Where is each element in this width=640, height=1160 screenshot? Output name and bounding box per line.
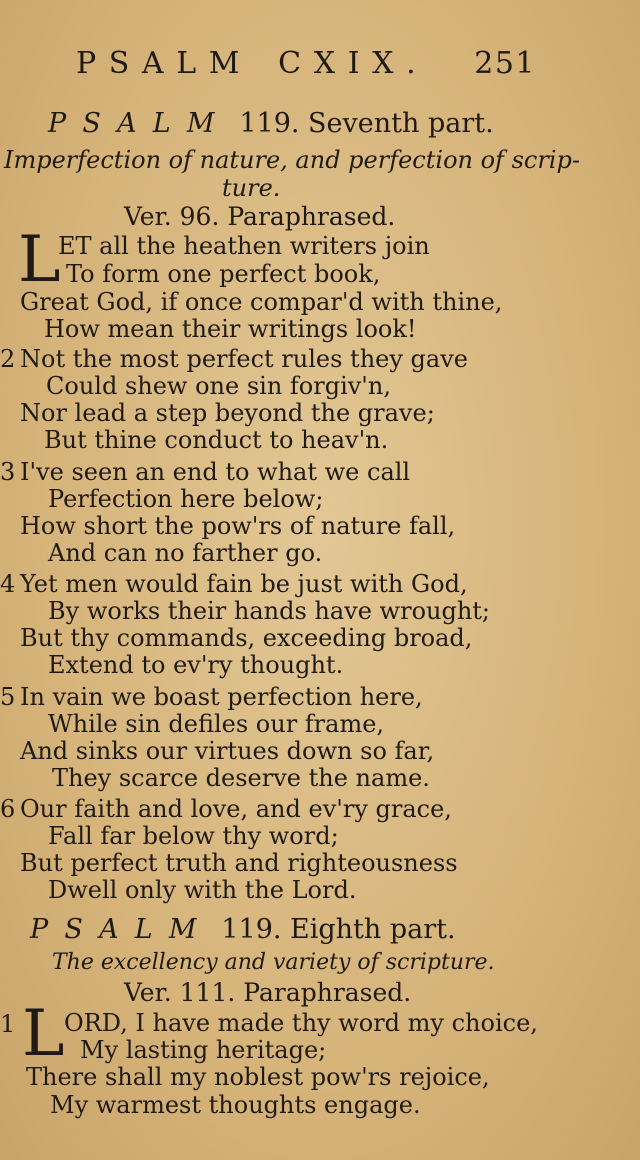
section7-heading-rest: 119. Seventh part. <box>239 108 494 139</box>
verse-line: Fall far below thy word; <box>48 822 339 850</box>
verse-line: Could shew one sin forgiv'n, <box>46 372 391 400</box>
verse-line: In vain we boast perfection here, <box>20 683 423 711</box>
stanza-number: 6 <box>0 795 16 823</box>
verse-line: How mean their writings look! <box>44 315 417 343</box>
stanza-number: 3 <box>0 458 16 486</box>
verse-line: ORD, I have made thy word my choice, <box>64 1009 538 1037</box>
page-number: 251 <box>474 46 536 81</box>
verse-line: ET all the heathen writers join <box>58 232 430 260</box>
verse-line: But thine conduct to heav'n. <box>44 426 389 454</box>
section7-dropcap: L <box>18 223 61 297</box>
stanza-number: 1 <box>0 1010 16 1038</box>
verse-line: While sin defiles our frame, <box>48 710 385 738</box>
section7-heading <box>48 108 528 139</box>
verse-line: How short the pow'rs of nature fall, <box>20 512 456 540</box>
section8-heading-rest: 119. Eighth part. <box>221 914 456 945</box>
verse-line: My warmest thoughts engage. <box>50 1091 421 1119</box>
verse-line: By works their hands have wrought; <box>48 597 491 625</box>
section7-subtitle-line1: Imperfection of nature, and perfection of scrip- <box>4 146 580 174</box>
verse-line: They scarce deserve the name. <box>52 764 430 792</box>
verse-line: I've seen an end to what we call <box>20 458 411 486</box>
verse-line: And can no farther go. <box>48 539 323 567</box>
verse-line: Dwell only with the Lord. <box>48 876 357 904</box>
section8-verse-ref: Ver. 111. Paraphrased. <box>124 978 412 1007</box>
section8-dropcap: L <box>22 997 65 1071</box>
verse-line: Extend to ev'ry thought. <box>48 651 344 679</box>
verse-line: But perfect truth and righteousness <box>20 849 458 877</box>
section7-subtitle-line2: ture. <box>222 174 281 202</box>
stanza-number: 2 <box>0 345 16 373</box>
section8-heading-psalm: PSALM <box>30 914 213 945</box>
section7-verse-ref: Ver. 96. Paraphrased. <box>124 202 396 231</box>
section8-heading <box>30 914 510 945</box>
verse-line: Great God, if once compar'd with thine, <box>20 288 503 316</box>
stanza-number: 4 <box>0 570 16 598</box>
verse-line: To form one perfect book, <box>66 260 381 288</box>
running-head-title: PSALM CXIX. <box>76 46 429 81</box>
verse-line: Perfection here below; <box>48 485 324 513</box>
verse-line: Nor lead a step beyond the grave; <box>20 399 435 427</box>
verse-line: And sinks our virtues down so far, <box>20 737 435 765</box>
verse-line: My lasting heritage; <box>80 1036 327 1064</box>
running-head <box>76 46 536 86</box>
verse-line: Not the most perfect rules they gave <box>20 345 468 373</box>
section7-heading-psalm: PSALM <box>48 108 231 139</box>
verse-line: But thy commands, exceeding broad, <box>20 624 473 652</box>
stanza-number: 5 <box>0 683 16 711</box>
section8-subtitle: The excellency and variety of scripture. <box>52 950 495 975</box>
verse-line: There shall my noblest pow'rs rejoice, <box>26 1063 490 1091</box>
verse-line: Yet men would fain be just with God, <box>20 570 468 598</box>
verse-line: Our faith and love, and ev'ry grace, <box>20 795 452 823</box>
